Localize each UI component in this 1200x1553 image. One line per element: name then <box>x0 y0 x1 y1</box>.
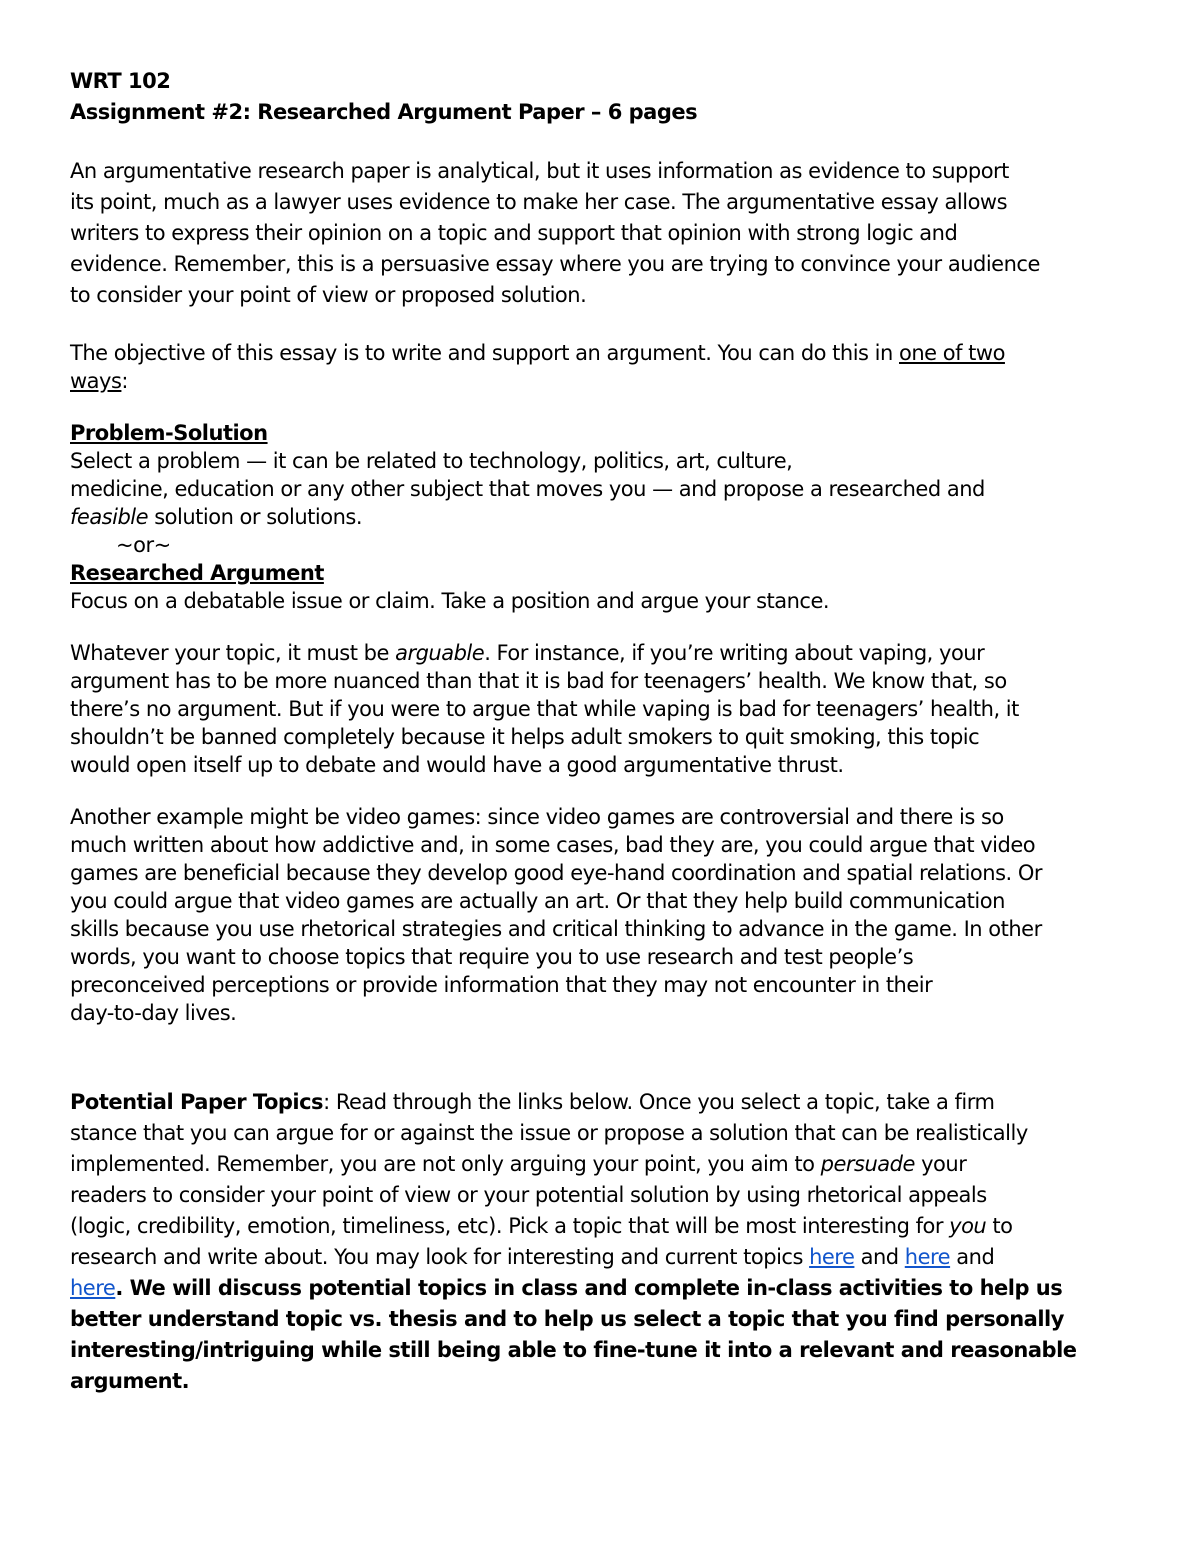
topics-link-3[interactable]: here <box>70 1276 116 1300</box>
arguable-line: shouldn’t be banned completely because it helps adult smokers to quit smoking, this topic <box>70 725 980 749</box>
example-line: games are beneficial because they develop good eye-hand coordination and spatial relations. Or <box>70 861 1043 885</box>
example-line: much written about how addictive and, in some cases, bad they are, you could argue that video <box>70 833 1036 857</box>
objective-line <box>70 339 1130 367</box>
arguable-line: would open itself up to debate and would have a good argumentative thrust. <box>70 753 844 777</box>
or-separator: ~or~ <box>116 533 171 557</box>
intro-line: writers to express their opinion on a topic and support that opinion with strong logic and <box>70 221 958 245</box>
arguable-italic: arguable <box>395 641 485 665</box>
intro-line: evidence. Remember, this is a persuasive essay where you are trying to convince your audience <box>70 252 1040 276</box>
intro-line: An argumentative research paper is analytical, but it uses information as evidence to support <box>70 159 1009 183</box>
you-italic: you <box>949 1214 987 1238</box>
topics-text: your <box>914 1152 967 1176</box>
problem-line: Select a problem — it can be related to technology, politics, art, culture, <box>70 449 793 473</box>
topics-line <box>70 1242 1130 1273</box>
problem-line <box>70 503 1130 531</box>
objective-text: : <box>121 369 128 393</box>
example-line: Another example might be video games: since video games are controversial and there is so <box>70 805 1004 829</box>
topics-paragraph <box>70 1087 1130 1397</box>
intro-line: its point, much as a lawyer uses evidence to make her case. The argumentative essay allows <box>70 190 1008 214</box>
intro-line: to consider your point of view or proposed solution. <box>70 283 587 307</box>
arguable-text: Whatever your topic, it must be <box>70 641 396 665</box>
objective-paragraph <box>70 339 1130 395</box>
topics-link-2[interactable]: here <box>904 1245 951 1269</box>
arguable-line: there’s no argument. But if you were to argue that while vaping is bad for teenagers’ health, it <box>70 697 1019 721</box>
options-section <box>70 419 1130 615</box>
example-line: day-to-day lives. <box>70 1001 237 1025</box>
arguable-line: argument has to be more nuanced than that it is bad for teenagers’ health. We know that, so <box>70 669 1007 693</box>
topics-bold-line: interesting/intriguing while still being able to fine-tune it into a relevant and reasonable <box>70 1338 1077 1362</box>
intro-paragraph <box>70 156 1130 311</box>
objective-underlined: ways <box>70 369 122 393</box>
topics-link-1[interactable]: here <box>809 1245 855 1269</box>
researched-argument-heading: Researched Argument <box>70 561 324 585</box>
assignment-title: Assignment #2: Researched Argument Paper – 6 pages <box>70 100 698 124</box>
problem-solution-heading: Problem-Solution <box>70 421 268 445</box>
problem-text: solution or solutions. <box>148 505 362 529</box>
arguable-text: . For instance, if you’re writing about vaping, your <box>484 641 985 665</box>
topics-line: stance that you can argue for or against the issue or propose a solution that can be realistically <box>70 1121 1028 1145</box>
topics-text: (logic, credibility, emotion, timeliness, etc). Pick a topic that will be most interesting for <box>70 1214 950 1238</box>
topics-line: readers to consider your point of view or your potential solution by using rhetorical appeals <box>70 1183 987 1207</box>
topics-text: : Read through the links below. Once you select a topic, take a firm <box>323 1090 995 1114</box>
example-paragraph <box>70 803 1130 1027</box>
topics-text: and <box>854 1245 905 1269</box>
objective-text: The objective of this essay is to write and support an argument. You can do this in <box>70 341 899 365</box>
persuade-italic: persuade <box>820 1152 915 1176</box>
topics-text: implemented. Remember, you are not only arguing your point, you aim to <box>70 1152 821 1176</box>
topics-bold-text: . We will discuss potential topics in class and complete in-class activities to help us <box>115 1276 1063 1300</box>
example-line: words, you want to choose topics that require you to use research and test people’s <box>70 945 914 969</box>
example-line: preconceived perceptions or provide information that they may not encounter in their <box>70 973 933 997</box>
topics-label: Potential Paper Topics <box>70 1090 324 1114</box>
objective-line <box>70 367 1130 395</box>
arguable-paragraph <box>70 639 1130 779</box>
topics-line <box>70 1273 1130 1304</box>
topics-text: research and write about. You may look for interesting and current topics <box>70 1245 810 1269</box>
topics-text: to <box>986 1214 1013 1238</box>
problem-line: medicine, education or any other subject that moves you — and propose a researched and <box>70 477 985 501</box>
example-line: you could argue that video games are actually an art. Or that they help build communication <box>70 889 1005 913</box>
argument-line: Focus on a debatable issue or claim. Take a position and argue your stance. <box>70 589 830 613</box>
objective-underlined: one of two <box>899 341 1005 365</box>
topics-bold-line: argument. <box>70 1369 190 1393</box>
course-title: WRT 102 <box>70 69 171 93</box>
topics-line <box>70 1149 1130 1180</box>
topics-bold-line: better understand topic vs. thesis and to help us select a topic that you find personally <box>70 1307 1064 1331</box>
topics-line <box>70 1087 1130 1118</box>
topics-line <box>70 1211 1130 1242</box>
arguable-line <box>70 639 1130 667</box>
topics-text: and <box>950 1245 995 1269</box>
feasible-italic: feasible <box>70 505 149 529</box>
example-line: skills because you use rhetorical strategies and critical thinking to advance in the game. In other <box>70 917 1042 941</box>
